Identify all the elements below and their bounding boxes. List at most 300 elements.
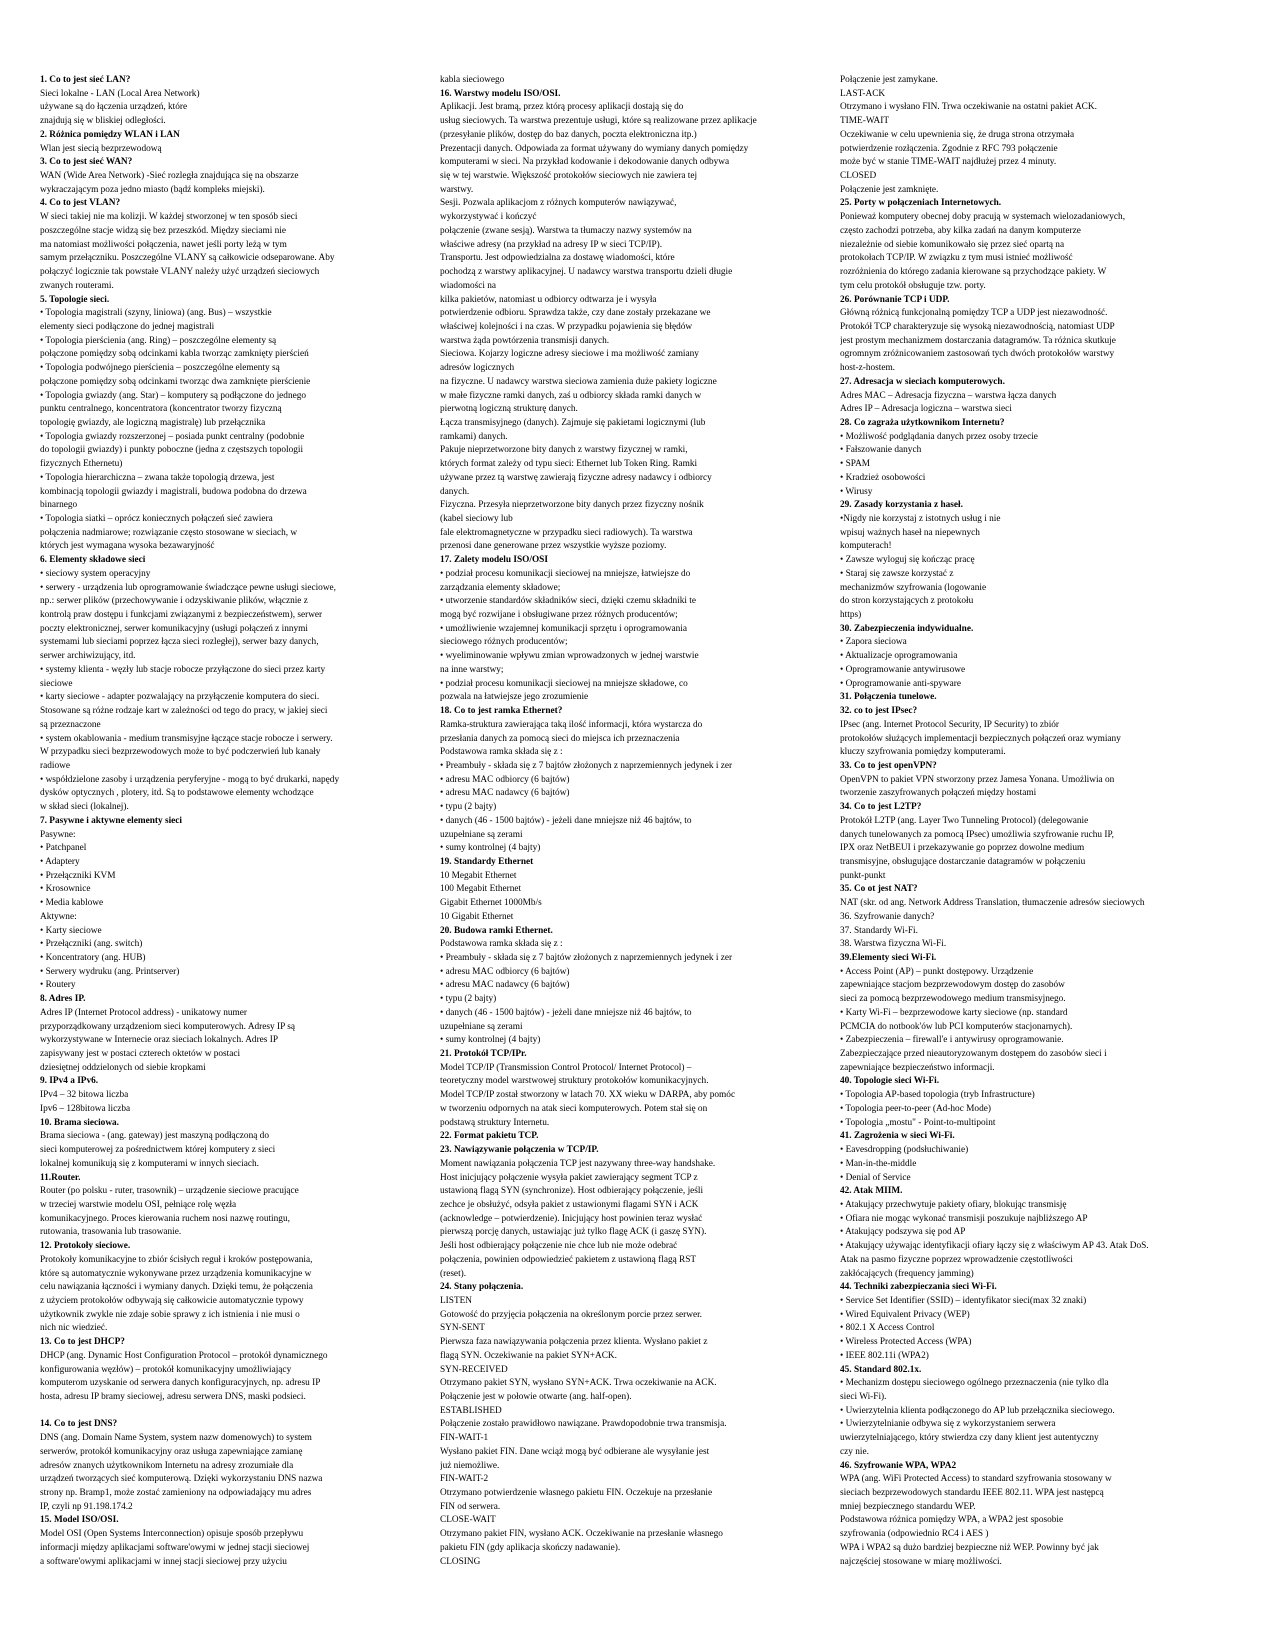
text-line: • Service Set Identifier (SSID) – identyfikator sieci(max 32 znaki) — [840, 1295, 1087, 1306]
section-heading: 18. Co to jest ramka Ethernet? — [440, 706, 563, 717]
text-column-left — [40, 74, 390, 1569]
text-line: Adres IP – Adresacja logiczna – warstwa sieci — [840, 404, 1012, 415]
text-line: się w tej warstwie. Większość protokołów sieciowych nie zawiera tej — [440, 171, 698, 182]
text-line: Gigabit Ethernet 1000Mb/s — [440, 898, 542, 909]
text-line: 37. Standardy Wi-Fi. — [840, 925, 918, 936]
text-line: połączyć logicznie tak powstałe VLANY należy użyć urządzeń sieciowych — [40, 267, 320, 278]
text-line: • Routery — [40, 980, 76, 991]
text-line: OpenVPN to pakiet VPN stworzony przez Jamesa Yonana. Umożliwia on — [840, 774, 1115, 785]
text-line: Połączenie jest w połowie otwarte (ang. half-open). — [440, 1392, 632, 1402]
text-line: połączone pomiędzy sobą odcinkami tworząc dwa zamknięte pierścienie — [40, 376, 311, 387]
text-line: Podstawowa ramka składa się z : — [440, 939, 563, 950]
text-line: Prezentacji danych. Odpowiada za format używany do wymiany danych pomiędzy — [440, 143, 749, 154]
text-line: Wysłano pakiet FIN. Dane wciąż mogą być odbierane ale wysyłanie jest — [440, 1446, 710, 1457]
text-line: Transportu. Jest odpowiedzialna za dostawę wiadomości, które — [440, 253, 675, 264]
text-line: FIN-WAIT-1 — [440, 1433, 489, 1444]
text-line: konfigurowania węzłów) – protokół komunikacyjny umożliwiający — [40, 1364, 292, 1375]
text-line: sieciowego różnych producentów; — [440, 637, 568, 648]
section-heading: 32. co to jest IPsec? — [840, 706, 918, 717]
text-line: znajdują się w bliskiej odległości. — [40, 116, 166, 127]
text-line: Podstawowa ramka składa się z : — [440, 747, 563, 758]
text-line: • SPAM — [840, 459, 871, 470]
text-line: • Oprogramowanie anti-spyware — [840, 678, 961, 689]
text-line: Atak na pasmo fizyczne poprzez wprowadzenie częstotliwości — [840, 1254, 1073, 1265]
text-line: binarnego — [40, 500, 78, 511]
text-line: uwierzytelniającego, który stwierdza czy dany klient jest autentyczny — [840, 1433, 1099, 1444]
section-heading: 5. Topologie sieci. — [40, 294, 110, 305]
text-line: • Topologia siatki – oprócz koniecznych połączeń sieć zawiera — [40, 514, 273, 524]
text-line: • podział procesu komunikacji sieciowej na mniejsze, łatwiejsze do — [440, 568, 691, 579]
text-line: SYN-RECEIVED — [440, 1364, 508, 1375]
text-line: • Atakujący przechwytuje pakiety ofiary, blokując transmisję — [840, 1199, 1067, 1210]
text-line: Brama sieciowa - (ang. gateway) jest maszyną podłączoną do — [40, 1131, 269, 1142]
text-line: • Adaptery — [40, 856, 80, 867]
text-line: WPA (ang. WiFi Protected Access) to standard szyfrowania stosowany w — [840, 1474, 1112, 1485]
section-heading: 14. Co to jest DNS? — [40, 1419, 118, 1430]
text-line: punkt-punkt — [840, 870, 886, 881]
text-line: hosta, adresu IP bramy sieciowej, adresu serwera DNS, maski podsieci. — [40, 1392, 306, 1402]
text-line: do topologii gwiazdy) i punkty poboczne (jedna z częstszych topologii — [40, 445, 304, 456]
section-heading: 20. Budowa ramki Ethernet. — [440, 925, 553, 936]
text-line: Sieciowa. Kojarzy logiczne adresy sieciowe i ma możliwość zamiany — [440, 349, 699, 360]
text-line: • systemy klienta - węzły lub stacje robocze przyłączone do sieci przez karty — [40, 664, 326, 675]
text-line: np.: serwer plików (przechowywanie i odzyskiwanie plików, włącznie z — [40, 596, 308, 607]
section-heading: 8. Adres IP. — [40, 994, 86, 1005]
text-line: Model OSI (Open Systems Interconnection) opisuje sposób przepływu — [40, 1529, 304, 1540]
text-line: Łącza transmisyjnego (danych). Zajmuje się pakietami logicznymi (lub — [440, 417, 706, 428]
text-line: wpisuj ważnych haseł na niepewnych — [840, 527, 980, 538]
text-line: W przypadku sieci bezprzewodowych może to być podczerwień lub kanały — [40, 747, 321, 758]
text-line: ESTABLISHED — [440, 1405, 502, 1416]
text-line: Jeśli host odbierający połączenie nie chce lub nie może odebrać — [440, 1241, 678, 1252]
text-line: ustawioną flagą SYN (synchronize). Host odbierający połączenie, jeśli — [440, 1186, 704, 1197]
text-line: • Media kablowe — [40, 898, 104, 909]
section-heading: 39.Elementy sieci Wi-Fi. — [840, 953, 937, 963]
text-line: komputerach! — [840, 541, 892, 552]
text-line: • Preambuły - składa się z 7 bajtów złożonych z naprzemiennych jedynek i zer — [440, 953, 733, 963]
text-line: • Wireless Protected Access (WPA) — [840, 1337, 972, 1348]
text-line: • danych (46 - 1500 bajtów) - jeżeli dane mniejsze niż 46 bajtów, to — [440, 815, 692, 826]
text-line: Protokół L2TP (ang. Layer Two Tunneling Protocol) (delegowanie — [840, 815, 1089, 826]
text-line: na inne warstwy; — [440, 664, 504, 675]
text-line: (kabel sieciowy lub — [440, 514, 513, 524]
text-line: może być w stanie TIME-WAIT najdłużej przez 4 minuty. — [840, 157, 1057, 168]
text-line: Otrzymano potwierdzenie własnego pakietu FIN. Oczekuje na przesłanie — [440, 1488, 713, 1499]
text-line: protokołów służących implementacji bezpiecznych połączeń oraz wymiany — [840, 733, 1121, 744]
section-heading: 30. Zabezpieczenia indywidualne. — [840, 623, 974, 634]
text-line: • Oprogramowanie antywirusowe — [840, 664, 966, 675]
text-line: zapewniające bezpieczeństwo informacji. — [840, 1062, 995, 1073]
text-line: • Zabezpieczenia – firewall'e i antywirusy oprogramowanie. — [840, 1035, 1064, 1046]
text-line: adresów znanych użytkownikom Internetu na adresy zrozumiałe dla — [40, 1460, 294, 1471]
text-line: kluczy szyfrowania pomiędzy komputerami. — [840, 747, 1006, 758]
text-line: które są automatycznie wykonywane przez urządzenia komunikacyjne w — [40, 1268, 312, 1279]
section-heading: 46. Szyfrowanie WPA, WPA2 — [840, 1460, 957, 1471]
text-line: uzupełniane są zerami — [440, 829, 523, 840]
text-line: • typu (2 bajty) — [440, 994, 497, 1005]
text-line: zechce je obsłużyć, odsyła pakiet z ustawionymi flagami SYN i ACK — [440, 1199, 699, 1210]
text-line: DNS (ang. Domain Name System, system nazw domenowych) to system — [40, 1433, 312, 1444]
text-line: Otrzymano i wysłano FIN. Trwa oczekiwanie na ostatni pakiet ACK. — [840, 102, 1097, 113]
text-line: IPX oraz NetBEUI i przekazywanie go poprzez dowolne medium — [840, 843, 1085, 854]
text-line: kombinacją topologii gwiazdy i magistrali, budowa podobna do drzewa — [40, 486, 307, 497]
text-line: 100 Megabit Ethernet — [440, 884, 522, 895]
text-line: rozróżnienia do którego zadania kierowane są przychodzące pakiety. W — [840, 267, 1107, 278]
text-line: właściwej kolejności i na czas. W przypadku pojawienia się błędów — [440, 321, 693, 332]
section-heading: 13. Co to jest DHCP? — [40, 1337, 125, 1348]
text-line: uzupełniane są zerami — [440, 1021, 523, 1032]
text-line: fale elektromagnetyczne w przypadku sieci radiowych). Ta warstwa — [440, 527, 693, 538]
section-heading: 31. Połączenia tunelowe. — [840, 692, 937, 703]
text-line: połączenia, powinien odpowiedzieć pakietem z ustawioną flagą RST — [440, 1254, 697, 1265]
text-line: przenosi dane generowane przez wszystkie wyższe poziomy. — [440, 541, 667, 552]
text-line: przyporządkowany urządzeniom sieci komputerowych. Adresy IP są — [40, 1021, 295, 1032]
text-line: IP, czyli np 91.198.174.2 — [40, 1501, 133, 1512]
text-line: • utworzenie standardów składników sieci, dzięki czemu składniki te — [440, 596, 697, 607]
text-line: CLOSING — [440, 1556, 481, 1567]
text-line: pochodzą z warstwy aplikacyjnej. U nadawcy warstwa transportu dzieli długie — [440, 267, 733, 278]
text-line: • Atakujący używając identyfikacji ofiary łączy się z właściwym AP 43. Atak DoS. — [840, 1241, 1149, 1252]
text-line: fizycznych Ethernetu) — [40, 459, 123, 470]
text-line: protokołach TCP/IP. W związku z tym musi istnieć możliwość — [840, 253, 1073, 264]
text-line: systemami lub sieciami poprzez łącza sieci rozległej), serwer bazy danych, — [40, 637, 319, 648]
text-line: potwierdzenie odbioru. Sprawdza także, czy dane zostały przekazane we — [440, 308, 711, 319]
text-line: adresów logicznych — [440, 363, 515, 374]
text-line: Wlan jest siecią bezprzewodową — [40, 143, 162, 154]
text-line: mechanizmów szyfrowania (logowanie — [840, 582, 987, 593]
text-line: czy nie. — [840, 1446, 869, 1457]
text-line: właściwe adresy (na przykład na adresy IP w sieci TCP/IP). — [440, 239, 663, 250]
text-line: często zachodzi potrzeba, aby kilka zadań na danym komputerze — [840, 225, 1081, 236]
section-heading: 17. Zalety modelu ISO/OSI — [440, 555, 548, 566]
text-line: zarządzania elementy składowe; — [440, 582, 561, 593]
text-line: (przesyłanie plików, dostęp do baz danych, poczta elektroniczna itp.) — [440, 129, 697, 140]
text-line: sieciowe — [40, 678, 73, 689]
section-heading: 12. Protokoły sieciowe. — [40, 1241, 131, 1252]
text-line: połączenia nadmiarowe; rozwiązanie często stosowane w sieciach, w — [40, 527, 298, 538]
text-line: WPA i WPA2 są dużo bardziej bezpieczne niż WEP. Powinny być jak — [840, 1542, 1099, 1553]
section-heading: 23. Nawiązywanie połączenia w TCP/IP. — [440, 1145, 599, 1156]
text-line: • sumy kontrolnej (4 bajty) — [440, 1035, 541, 1046]
text-line: wykraczającym poza jedno miasto (bądź kompleks miejski). — [40, 184, 265, 195]
section-heading: 41. Zagrożenia w sieci Wi-Fi. — [840, 1131, 955, 1142]
text-line: serwerów, protokół komunikacyjny oraz usługa zapewniające zamianę — [40, 1446, 303, 1457]
text-line: celu nawiązania łączności i wymiany danych. Dzięki temu, że połączenia — [40, 1282, 313, 1293]
text-line: radiowe — [40, 760, 70, 771]
text-line: (acknowledge – potwierdzenie). Inicjujący host powinien teraz wysłać — [440, 1213, 703, 1224]
text-line: • sieciowy system operacyjny — [40, 568, 151, 579]
text-line: Sieci lokalne - LAN (Local Area Network) — [40, 88, 200, 99]
text-line: • podział procesu komunikacji sieciowej na mniejsze składowe, co — [440, 678, 688, 689]
section-heading: 1. Co to jest sieć LAN? — [40, 75, 131, 85]
text-line: zapisywany jest w postaci czterech oktetów w postaci — [40, 1049, 241, 1060]
text-line: • Serwery wydruku (ang. Printserver) — [40, 966, 180, 977]
text-line: danych. — [440, 486, 470, 497]
text-line: lokalnej komunikują się z komputerami w innych sieciach. — [40, 1158, 259, 1169]
text-line: używane przez tą warstwę zawierają fizyczne adresy nadawcy i odbiorcy — [440, 472, 712, 483]
text-line: kontrolą praw dostępu i funkcjami związanymi z bezpieczeństwem), serwer — [40, 610, 323, 621]
text-line: 36. Szyfrowanie danych? — [840, 911, 935, 922]
text-line: LISTEN — [440, 1295, 473, 1306]
text-line: • Topologia peer-to-peer (Ad-hoc Mode) — [840, 1103, 991, 1114]
text-line: rutowania, trasowania lub trasowanie. — [40, 1227, 182, 1238]
text-line: tym celu protokół obsługuje tzw. porty. — [840, 280, 986, 291]
section-heading: 33. Co to jest openVPN? — [840, 760, 937, 771]
text-line: • Denial of Service — [840, 1172, 911, 1183]
section-heading: 24. Stany połączenia. — [440, 1282, 524, 1293]
text-line: niezależnie od siebie komunikowało się przez sieć opartą na — [840, 239, 1065, 250]
text-line: Ponieważ komputery obecnej doby pracują w systemach wielozadaniowych, — [840, 212, 1126, 223]
text-line: • umożliwienie wzajemnej komunikacji sprzętu i oprogramowania — [440, 623, 687, 634]
text-line: punktu centralnego, koncentratora (koncentrator tworzy fizyczną — [40, 404, 282, 415]
text-line: • danych (46 - 1500 bajtów) - jeżeli dane mniejsze niż 46 bajtów, to — [440, 1007, 692, 1018]
text-line: Połączenie jest zamknięte. — [840, 184, 939, 195]
text-line: • Access Point (AP) – punkt dostępowy. Urządzenie — [840, 966, 1034, 977]
text-line: w małe fizyczne ramki danych, zaś u odbiorcy składa ramki danych w — [440, 390, 702, 401]
text-line: Połączenie zostało prawidłowo nawiązane. Prawdopodobnie trwa transmisja. — [440, 1419, 727, 1430]
section-heading: 4. Co to jest VLAN? — [40, 198, 121, 209]
text-line: Protokół TCP charakteryzuje się wysoką niezawodnością, natomiast UDP — [840, 321, 1115, 332]
text-line: dysków optycznych , plotery, itd. Są to podstawowe elementy wchodzące — [40, 788, 314, 799]
text-line: • adresu MAC nadawcy (6 bajtów) — [440, 980, 570, 991]
text-line: a software'owymi aplikacjami w innej stacji sieciowej przy użyciu — [40, 1556, 287, 1567]
section-heading: 15. Model ISO/OSI. — [40, 1515, 119, 1526]
text-column-right — [840, 74, 1240, 1569]
text-line: • Mechanizm dostępu sieciowego ogólnego przeznaczenia (nie tylko dla — [840, 1378, 1109, 1389]
text-line: teoretyczny model warstwowej struktury protokołów komunikacyjnych. — [440, 1076, 709, 1087]
text-line: szyfrowania (odpowiednio RC4 i AES ) — [840, 1529, 989, 1540]
text-line: • Topologia podwójnego pierścienia – poszczególne elementy są — [40, 363, 280, 374]
text-line: • współdzielone zasoby i urządzenia peryferyjne - mogą to być drukarki, napędy — [40, 774, 340, 785]
text-line: • Topologia hierarchiczna – zwana także topologią drzewa, jest — [40, 472, 275, 483]
section-heading: 9. IPv4 a IPv6. — [40, 1076, 99, 1087]
text-line: zapewniające stacjom bezprzewodowym dostęp do zasobów — [840, 980, 1065, 991]
text-line: Pierwsza faza nawiązywania połączenia przez klienta. Wysłano pakiet z — [440, 1337, 708, 1348]
text-line: Zabezpieczające przed nieautoryzowanym dostępem do zasobów sieci i — [840, 1049, 1107, 1060]
text-line: informacji między aplikacjami software'owymi w jednej stacji sieciowej — [40, 1542, 310, 1553]
text-line: • Możliwość podglądania danych przez osoby trzecie — [840, 431, 1038, 442]
text-line: Router (po polsku - ruter, trasownik) – urządzenie sieciowe pracujące — [40, 1186, 299, 1197]
text-line: topologię gwiazdy, ale logiczną magistralę) lub przełącznika — [40, 417, 266, 428]
text-line: • Man-in-the-middle — [840, 1158, 917, 1169]
text-line: • Topologia gwiazdy (ang. Star) – komputery są podłączone do jednego — [40, 390, 307, 401]
text-line: CLOSED — [840, 171, 877, 182]
section-heading: 22. Format pakietu TCP. — [440, 1131, 539, 1142]
section-heading: 35. Co ot jest NAT? — [840, 884, 918, 895]
text-line: • Przełączniki (ang. switch) — [40, 939, 143, 950]
text-line: • Patchpanel — [40, 843, 87, 854]
text-line: podstawą struktury Internetu. — [440, 1117, 550, 1128]
section-heading: 44. Techniki zabezpieczania sieci Wi-Fi. — [840, 1282, 997, 1293]
text-line: komputerami w sieci. Na przykład kodowanie i dekodowanie danych odbywa — [440, 157, 730, 168]
text-line: Główną różnicą funkcjonalną pomiędzy TCP a UDP jest niezawodność. — [840, 308, 1108, 319]
section-heading: 6. Elementy składowe sieci — [40, 555, 146, 566]
text-line: poczty elektronicznej, serwer komunikacyjny (usługi połączeń z innymi — [40, 623, 308, 634]
section-heading: 34. Co to jest L2TP? — [840, 802, 922, 813]
text-line: elementy sieci podłączone do jednej magistrali — [40, 321, 215, 332]
text-line: • Topologia pierścienia (ang. Ring) – poszczególne elementy są — [40, 335, 277, 346]
text-line: nich nic wiedzieć. — [40, 1323, 108, 1334]
section-heading: 45. Standard 802.1x. — [840, 1364, 922, 1375]
text-line: usług sieciowych. Ta warstwa prezentuje usługi, które są realizowane przez aplikacje — [440, 116, 757, 127]
text-line: połączenie (zwane sesją). Warstwa ta tłumaczy nazwy systemów na — [440, 225, 692, 236]
text-line: • Topologia „mostu" - Point-to-multipoint — [840, 1117, 996, 1128]
text-line — [40, 1405, 390, 1419]
text-line: • Karty sieciowe — [40, 925, 102, 936]
text-line: • 802.1 X Access Control — [840, 1323, 935, 1334]
text-line: pierwszą porcję danych, ustawiając już tylko flagę ACK (i gaszę SYN). — [440, 1227, 707, 1238]
text-line: warstwa żąda powtórzenia transmisji danych. — [440, 335, 610, 346]
section-heading: 7. Pasywne i aktywne elementy sieci — [40, 815, 183, 826]
text-line: w tworzeniu odpornych na atak sieci komputerowych. Potem stał się on — [440, 1103, 708, 1114]
text-line: NAT (skr. od ang. Network Address Translation, tłumaczenie adresów sieciowych — [840, 898, 1145, 909]
text-line: Protokoły komunikacyjne to zbiór ścisłych reguł i kroków postępowania, — [40, 1254, 313, 1265]
text-line: 10 Megabit Ethernet — [440, 870, 517, 881]
text-line: FIN od serwera. — [440, 1501, 501, 1512]
text-line: Gotowość do przyjęcia połączenia na określonym porcie przez serwer. — [440, 1309, 703, 1320]
text-line: • Przełączniki KVM — [40, 870, 116, 881]
text-line: mniej bezpiecznego standardu WEP. — [840, 1501, 976, 1512]
text-line: sieci Wi-Fi). — [840, 1392, 887, 1402]
text-line: SYN-SENT — [440, 1323, 485, 1334]
text-line: flagą SYN. Oczekiwanie na pakiet SYN+ACK. — [440, 1350, 617, 1361]
text-line: • system okablowania - medium transmisyjne łączące stacje robocze i serwery. — [40, 733, 333, 744]
text-line: Stosowane są różne rodzaje kart w zależności od tego do pracy, w jakiej sieci — [40, 706, 328, 717]
text-line: • Uwierzytelnianie odbywa się z wykorzystaniem serwera — [840, 1419, 1056, 1430]
text-line: IPsec (ang. Internet Protocol Security, IP Security) to zbiór — [840, 719, 1060, 730]
text-line: sieciach bezprzewodowych standardu IEEE 802.11. WPA jest następcą — [840, 1488, 1104, 1499]
text-line: Adres IP (Internet Protocol address) - unikatowy numer — [40, 1007, 247, 1018]
text-line: Ramka-struktura zawierająca taką ilość informacji, która wystarcza do — [440, 719, 703, 730]
text-line: 10 Gigabit Ethernet — [440, 911, 514, 922]
text-line: • wyeliminowanie wpływu zmian wprowadzonych w jednej warstwie — [440, 651, 699, 662]
text-line: ma natomiast możliwości połączenia, nawet jeśli porty leżą w tym — [40, 239, 287, 250]
text-line: tworzenie zaszyfrowanych połączeń między hostami — [840, 788, 1037, 799]
text-line: w skład sieci (lokalnej). — [40, 802, 129, 813]
text-line: Aktywne: — [40, 911, 77, 922]
text-column-middle — [440, 74, 790, 1569]
text-line: • serwery - urządzenia lub oprogramowanie świadczące pewne usługi sieciowe, — [40, 582, 336, 593]
text-line: • Topologia magistrali (szyny, liniowa) (ang. Bus) – wszystkie — [40, 308, 272, 319]
text-line: dziesiętnej oddzielonych od siebie kropkami — [40, 1062, 206, 1073]
text-line: najczęściej stosowane w miarę możliwości. — [840, 1556, 1002, 1567]
text-line: Pasywne: — [40, 829, 76, 840]
text-line: IPv4 – 32 bitowa liczba — [40, 1090, 129, 1101]
text-line: są przeznaczone — [40, 719, 101, 730]
text-line: Model TCP/IP (Transmission Control Protocol/ Internet Protocol) – — [440, 1062, 692, 1073]
text-line: na fizyczne. U nadawcy warstwa sieciowa zamienia duże pakiety logiczne — [440, 376, 717, 387]
text-line: Otrzymano pakiet SYN, wysłano SYN+ACK. Trwa oczekiwanie na ACK. — [440, 1378, 717, 1389]
text-line: strony np. Bramp1, może zostać zamieniony na odpowiadający mu adres — [40, 1488, 312, 1499]
text-line: zwanych routerami. — [40, 280, 114, 291]
text-line: • Fałszowanie danych — [840, 445, 922, 456]
text-line: • Eavesdropping (podsłuchiwanie) — [840, 1145, 969, 1156]
text-line: • Topologia gwiazdy rozszerzonej – posiada punkt centralny (podobnie — [40, 431, 305, 442]
text-line: • adresu MAC odbiorcy (6 bajtów) — [440, 774, 570, 785]
text-line: W sieci takiej nie ma kolizji. W każdej stworzonej w ten sposób sieci — [40, 212, 298, 223]
text-line: pakietu FIN (gdy aplikacja skończy nadawanie). — [440, 1542, 621, 1553]
text-line: Moment nawiązania połączenia TCP jest nazywany three-way handshake. — [440, 1158, 716, 1169]
text-line: Podstawowa różnica pomiędzy WPA, a WPA2 jest sposobie — [840, 1515, 1064, 1526]
text-line: pozwala na łatwiejsze jego zrozumienie — [440, 692, 589, 703]
text-line: zakłócających (frequency jamming) — [840, 1268, 974, 1279]
text-line: wykorzystywać i kończyć — [440, 212, 537, 223]
section-heading: 26. Porównanie TCP i UDP. — [840, 294, 950, 305]
text-line: • Kradzież osobowości — [840, 472, 926, 483]
text-line: urządzeń tworzących sieć komputerową. Dzięki wykorzystaniu DNS nazwa — [40, 1474, 323, 1485]
text-line: Oczekiwanie w celu upewnienia się, że druga strona otrzymała — [840, 129, 1075, 140]
text-line: już niemożliwe. — [440, 1460, 500, 1471]
text-line: z użyciem protokołów odbywają się całkowicie automatycznie typowy — [40, 1295, 304, 1306]
text-line: Pakuje nieprzetworzone bity danych z warstwy fizycznej w ramki, — [440, 445, 688, 456]
text-line: • Koncentratory (ang. HUB) — [40, 953, 146, 963]
text-line: kabla sieciowego — [440, 75, 505, 85]
text-line: danych tunelowanych za pomocą IPsec) umożliwia szyfrowanie ruchu IP, — [840, 829, 1114, 840]
section-heading: 28. Co zagraża użytkownikom Internetu? — [840, 417, 1005, 428]
section-heading: 25. Porty w połączeniach Internetowych. — [840, 198, 1002, 209]
text-line: Sesji. Pozwala aplikacjom z różnych komputerów nawiązywać, — [440, 198, 677, 209]
text-line: mogą być rozwijane i obsługiwane przez różnych producentów; — [440, 610, 678, 621]
text-line: • adresu MAC nadawcy (6 bajtów) — [440, 788, 570, 799]
text-line: sieci komputerowej za pośrednictwem której komputery z sieci — [40, 1145, 276, 1156]
text-line: • Atakujący podszywa się pod AP — [840, 1227, 966, 1238]
text-line: do stron korzystających z protokołu — [840, 596, 974, 607]
text-line: • Karty Wi-Fi – bezprzewodowe karty sieciowe (np. standard — [840, 1007, 1068, 1018]
text-line: których jest wymagana wysoka bezawaryjność — [40, 541, 215, 552]
text-line: Fizyczna. Przesyła nieprzetworzone bity danych przez fizyczny nośnik — [440, 500, 704, 511]
text-line: wiadomości na — [440, 280, 497, 291]
text-line: ogromnym zróżnicowaniem zastosowań tych dwóch protokołów warstwy — [840, 349, 1115, 360]
text-line: CLOSE-WAIT — [440, 1515, 496, 1526]
text-line: kilka pakietów, natomiast u odbiorcy odtwarza je i wysyła — [440, 294, 657, 305]
section-heading: 2. Różnica pomiędzy WLAN i LAN — [40, 129, 180, 140]
text-line: Model TCP/IP został stworzony w latach 70. XX wieku w DARPA, aby pomóc — [440, 1090, 736, 1101]
section-heading: 40. Topologie sieci Wi-Fi. — [840, 1076, 940, 1087]
section-heading: 42. Atak MIIM. — [840, 1186, 903, 1197]
text-line: WAN (Wide Area Network) -Sieć rozległa znajdująca się na obszarze — [40, 171, 299, 182]
text-line: PCMCIA do notbook'ów lub PCI komputerów stacjonarnych). — [840, 1021, 1073, 1032]
text-line: używane są do łączenia urządzeń, które — [40, 102, 188, 113]
text-line: samym przełączniku. Poszczególne VLANY są całkowicie odseparowane. Aby — [40, 253, 335, 264]
text-line: jest prostym mechanizmem dostarczania datagramów. Ta różnica skutkuje — [840, 335, 1116, 346]
text-line: • typu (2 bajty) — [440, 802, 497, 813]
text-line: potwierdzenie rozłączenia. Zgodnie z RFC 793 połączenie — [840, 143, 1058, 154]
text-line: komunikacyjnego. Proces kierowania ruchem nosi nazwę routingu, — [40, 1213, 290, 1224]
text-line: • Zawsze wyloguj się kończąc pracę — [840, 555, 975, 566]
section-heading: 11.Router. — [40, 1172, 81, 1183]
text-line: ramkami) danych. — [440, 431, 508, 442]
text-line: • karty sieciowe - adapter pozwalający na przyłączenie komputera do sieci. — [40, 692, 320, 703]
text-line: • Wired Equivalent Privacy (WEP) — [840, 1309, 970, 1320]
text-line: poszczególne stacje widzą się bez przeszkód. Między sieciami nie — [40, 225, 287, 236]
text-line: połączone pomiędzy sobą odcinkami kabla tworząc zamknięty pierścień — [40, 349, 309, 360]
text-line: komputerom uzyskanie od serwera danych konfiguracyjnych, np. adresu IP — [40, 1378, 321, 1389]
text-line: •Nigdy nie korzystaj z istotnych usług i nie — [840, 514, 1001, 524]
text-line: • sumy kontrolnej (4 bajty) — [440, 843, 541, 854]
section-heading: 29. Zasady korzystania z haseł. — [840, 500, 963, 511]
text-line: • Ofiara nie mogąc wykonać transmisji poszukuje najbliższego AP — [840, 1213, 1088, 1224]
text-line: 38. Warstwa fizyczna Wi-Fi. — [840, 939, 947, 950]
text-line: wykorzystywane w Internecie oraz sieciach lokalnych. Adres IP — [40, 1035, 279, 1046]
text-line: • Krosownice — [40, 884, 91, 895]
section-heading: 3. Co to jest sieć WAN? — [40, 157, 133, 168]
section-heading: 27. Adresacja w sieciach komputerowych. — [840, 376, 1005, 387]
text-line: • Wirusy — [840, 486, 873, 497]
text-line: Otrzymano pakiet FIN, wysłano ACK. Oczekiwanie na przesłanie własnego — [440, 1529, 723, 1540]
text-line: których format zależy od typu sieci: Ethernet lub Token Ring. Ramki — [440, 459, 698, 470]
text-line: • IEEE 802.11i (WPA2) — [840, 1350, 929, 1361]
section-heading: 16. Warstwy modelu ISO/OSI. — [440, 88, 561, 99]
